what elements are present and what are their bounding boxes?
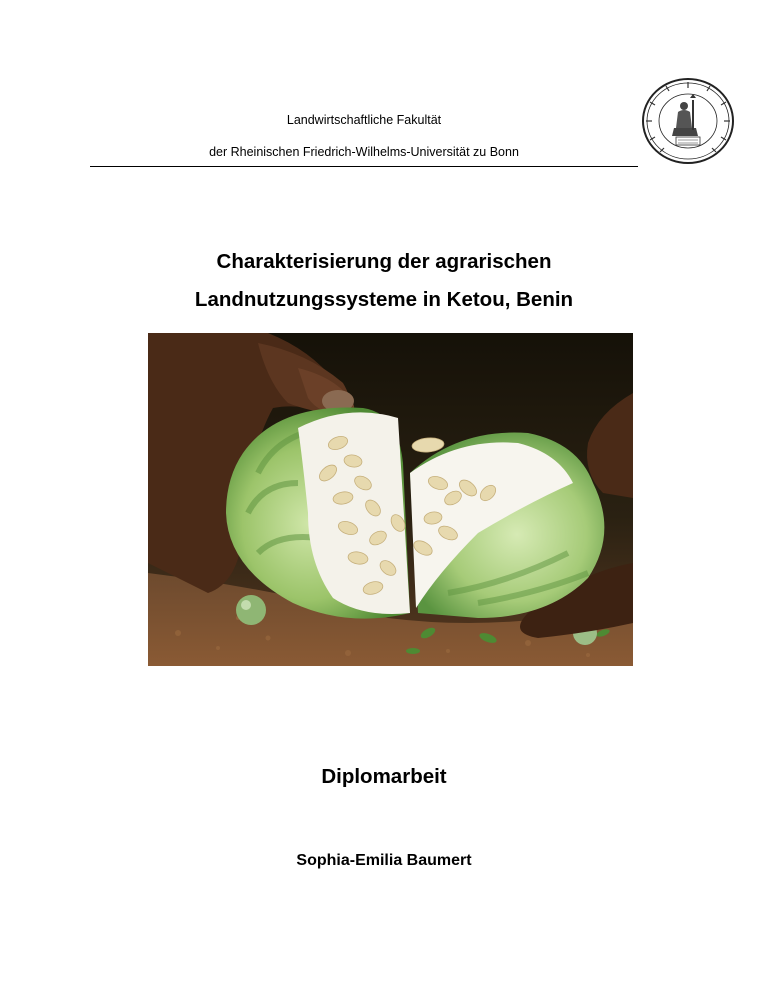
thesis-title-line-1: Charakterisierung der agrarischen: [216, 250, 552, 273]
faculty-name: Landwirtschaftliche Fakultät: [286, 113, 442, 127]
split-melon-with-seeds-photo: [148, 333, 633, 666]
university-seal-icon: [640, 76, 736, 166]
thesis-title-line-2: Landnutzungssysteme in Ketou, Benin: [194, 288, 574, 311]
university-name: der Rheinischen Friedrich-Wilhelms-Universität zu Bonn: [209, 145, 519, 159]
document-type: Diplomarbeit: [321, 765, 447, 788]
author-name: Sophia-Emilia Baumert: [296, 852, 472, 869]
header-divider: [90, 166, 638, 167]
